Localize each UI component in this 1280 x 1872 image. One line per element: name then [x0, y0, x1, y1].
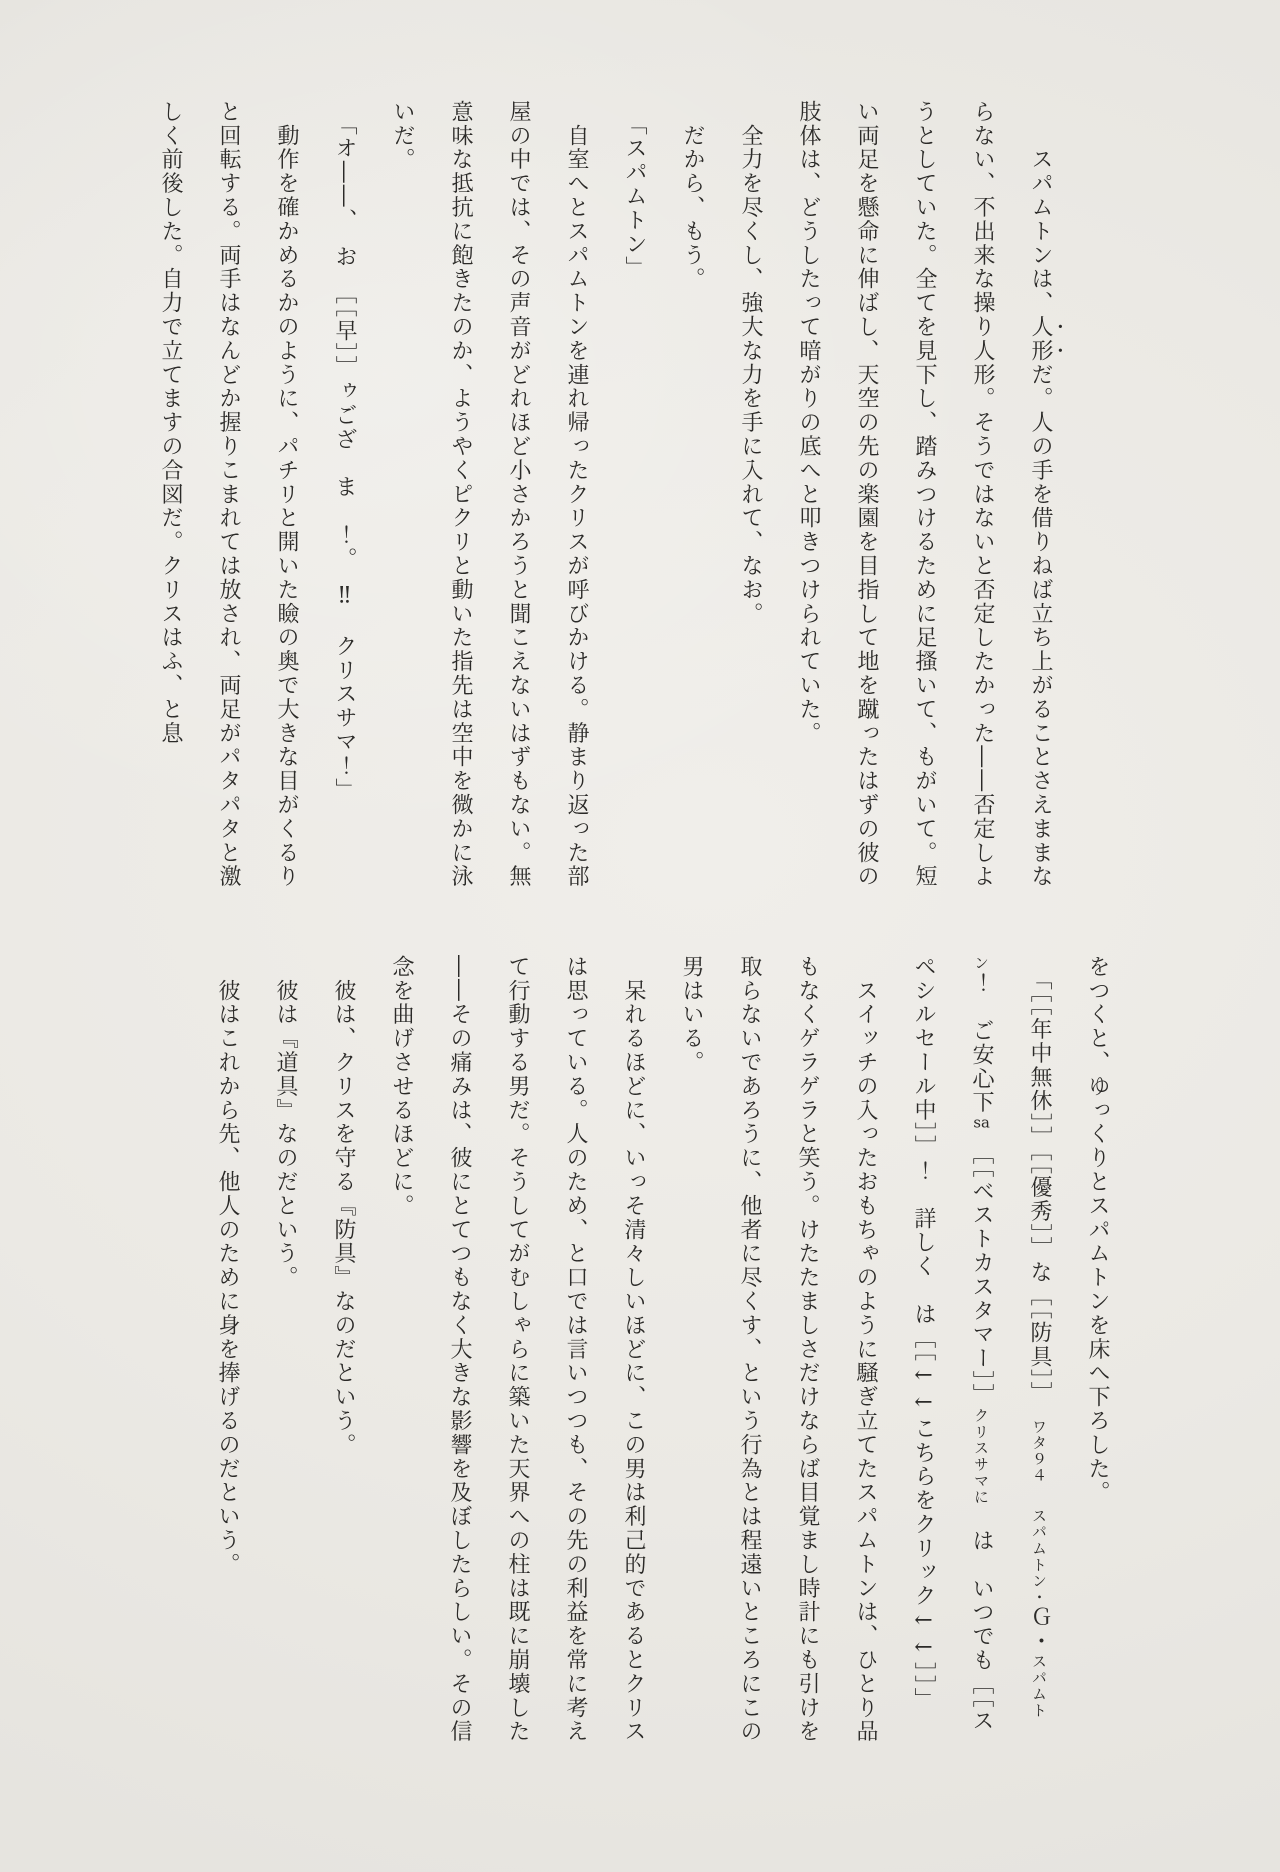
text-segment: ！ ご安心下: [969, 971, 994, 1115]
lower-text-block: [198, 955, 1126, 1749]
text-segment: 彼は『道具』なのだという。: [273, 955, 298, 1290]
paragraph: [198, 955, 256, 1749]
text-segment: 彼はこれから先、他人のために身を捧げるのだという。: [215, 955, 240, 1577]
text-segment: Ｇ・: [1027, 1605, 1052, 1654]
text-segment: 彼は、クリスを守る『防具』なのだという。: [331, 955, 356, 1457]
text-segment: をつくと、ゆっくりとスパムトンを床へ下ろした。: [1085, 955, 1110, 1505]
text-segment: 人形: [1028, 315, 1053, 363]
text-segment: だから、もう。: [680, 100, 705, 292]
paragraph: [894, 955, 1068, 1749]
text-segment: クリスサマに: [972, 1407, 990, 1506]
paragraph: [314, 955, 372, 1749]
text-segment: ←←: [911, 1608, 936, 1663]
text-segment: スパムトン・: [1030, 1507, 1048, 1606]
text-segment: は いつでも［［スペシルセール中］］！ 詳しく は［［: [911, 955, 994, 1734]
paragraph: [605, 100, 663, 894]
upper-text-block: [141, 100, 1069, 894]
text-segment: こちらをクリック: [911, 1417, 936, 1609]
text-segment: ］］」: [911, 1662, 936, 1712]
paragraph: [1068, 955, 1126, 1749]
text-segment: スパムトン: [972, 955, 1048, 1719]
text-segment: ［［ベストカスタマー］］: [969, 1129, 994, 1408]
paragraph: [662, 955, 894, 1749]
text-segment: 「［［年中無休］］［［優秀］］な［［防具］］: [1027, 955, 1052, 1419]
text-segment: 自室へとスパムトンを連れ帰ったクリスが呼びかける。静まり返った部屋の中では、その声音がどれほど小さかろうと聞こえないはずもない。無意味な抵抗に飽きたのか、ようやくピクリと動いた指先は空中を微かに泳いだ。: [390, 100, 589, 889]
paragraph: [315, 100, 373, 894]
paragraph: [141, 100, 315, 894]
text-segment: ‼: [332, 583, 357, 611]
text-segment: 呆れるほどに、いっそ清々しいほどに、この男は利己的であるとクリスは思っている。人のため、と口では言いつつも、その先の利益を常に考えて行動する男だ。そうしてがむしゃらに築いた天界への柱は既に崩壊した――その痛みは、彼にとてつもなく大きな影響を及ぼしたらしい。その信念を曲げさせるほどに。: [389, 955, 646, 1744]
text-segment: スパムトンは、: [1028, 100, 1053, 316]
paragraph: [663, 100, 721, 894]
text-segment: ワタ９４: [1030, 1418, 1048, 1484]
text-segment: ←←: [911, 1363, 936, 1418]
text-segment: 全力を尽くし、強大な力を手に入れて、なお。: [738, 100, 763, 626]
text-segment: 動作を確かめるかのように、パチリと開いた瞼の奥で大きな目がくるりと回転する。両手はなんどか握りこまれては放され、両足がパタパタと激しく前後した。自力で立てますの合図だ。クリスはふ、と息: [158, 100, 299, 889]
paragraph: [721, 100, 779, 894]
text-segment: スイッチの入ったおもちゃのように騒ぎ立てたスパムトンは、ひとり品もなくゲラゲラと笑う。けたたましさだけならば目覚まし時計にも引けを取らないであろうに、他者に尽くす、という行為とは程遠いところにこの男はいる。: [679, 955, 878, 1744]
paragraph: [256, 955, 314, 1749]
paragraph: [372, 955, 662, 1749]
paragraph: [779, 100, 1069, 894]
text-segment: クリスサマ！」: [332, 610, 357, 802]
text-segment: だ。人の手を借りねば立ち上がることさえままならない、不出来な操り人形。そうではないと否定したかった――否定しようとしていた。全てを見下し、踏みつけるために足搔いて、もがいて。短い両足を懸命に伸ばし、天空の先の楽園を目指して地を蹴ったはずの彼の肢体は、どうしたって暗がりの底へと叩きつけられていた。: [796, 100, 1053, 889]
text-segment: 「オ――、 お ［［早］］ゥござ ま ！。: [332, 100, 357, 584]
text-segment: sa: [973, 1114, 990, 1130]
text-segment: [1027, 1484, 1052, 1508]
text-segment: 「スパムトン」: [622, 100, 647, 281]
paragraph: [373, 100, 605, 894]
